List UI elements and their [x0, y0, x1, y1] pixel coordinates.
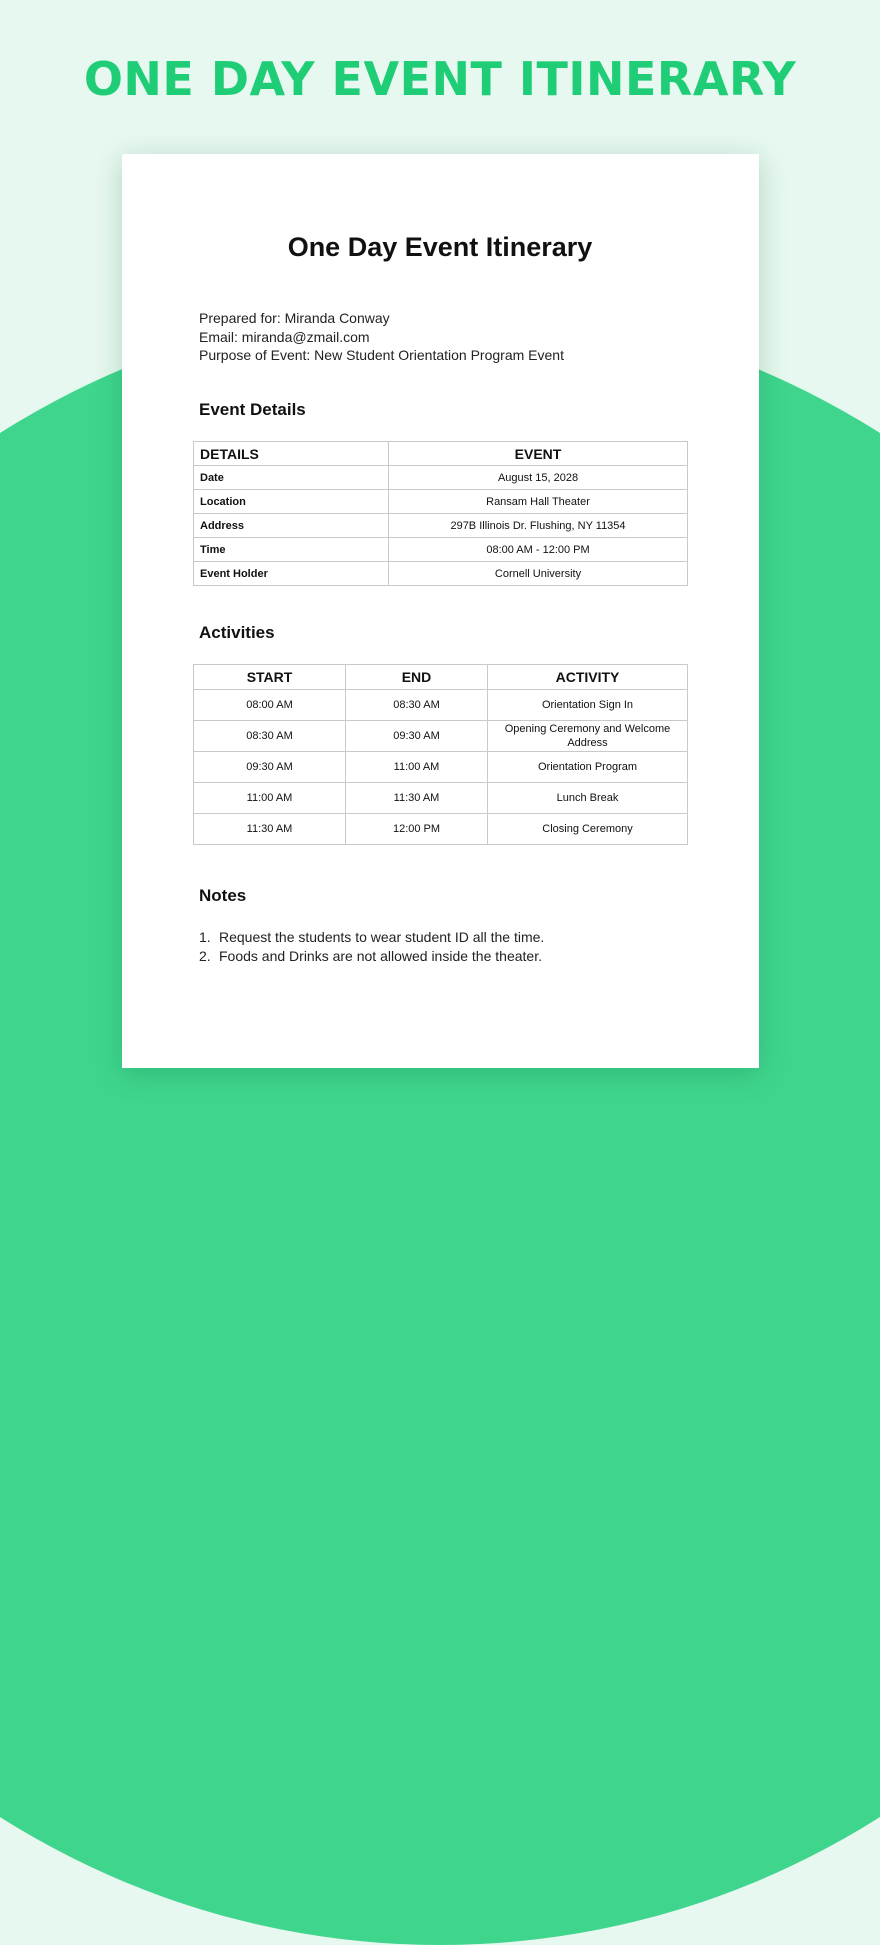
activity-name: Orientation Sign In	[488, 690, 688, 721]
activities-heading: Activities	[199, 623, 275, 642]
end-time: 11:00 AM	[346, 752, 488, 783]
column-header-end: END	[346, 665, 488, 690]
activity-name: Opening Ceremony and Welcome Address	[488, 721, 688, 752]
list-item	[199, 947, 544, 966]
detail-label: Date	[194, 466, 389, 490]
table-row	[194, 490, 688, 514]
table-row	[194, 538, 688, 562]
column-header-start: START	[194, 665, 346, 690]
prepared-for: Prepared for: Miranda Conway	[199, 310, 390, 326]
note-text: Request the students to wear student ID all the time.	[219, 929, 545, 945]
detail-value: Cornell University	[389, 562, 688, 586]
document-title: One Day Event Itinerary	[287, 232, 593, 262]
purpose-of-event: Purpose of Event: New Student Orientation Program Event	[199, 347, 564, 363]
detail-value: Ransam Hall Theater	[389, 490, 688, 514]
event-details-heading: Event Details	[199, 400, 306, 419]
activities-table	[193, 664, 688, 845]
detail-label: Time	[194, 538, 389, 562]
table-row	[194, 783, 688, 814]
banner-title: ONE DAY EVENT ITINERARY	[83, 52, 797, 106]
detail-label: Location	[194, 490, 389, 514]
table-header-row	[194, 665, 688, 690]
start-time: 09:30 AM	[194, 752, 346, 783]
list-number: 2.	[199, 947, 211, 964]
table-row	[194, 690, 688, 721]
notes-heading: Notes	[199, 886, 247, 905]
table-row	[194, 562, 688, 586]
event-details-table	[193, 441, 688, 586]
start-time: 11:30 AM	[194, 814, 346, 845]
column-header-activity: ACTIVITY	[488, 665, 688, 690]
table-row	[194, 721, 688, 752]
detail-label: Event Holder	[194, 562, 389, 586]
start-time: 11:00 AM	[194, 783, 346, 814]
table-row	[194, 814, 688, 845]
end-time: 11:30 AM	[346, 783, 488, 814]
note-text: Foods and Drinks are not allowed inside the theater.	[219, 947, 542, 964]
list-number: 1.	[199, 929, 211, 945]
column-header-details: DETAILS	[194, 442, 389, 466]
end-time: 08:30 AM	[346, 690, 488, 721]
notes-list	[199, 928, 544, 965]
activity-name: Lunch Break	[488, 783, 688, 814]
detail-label: Address	[194, 514, 389, 538]
column-header-event: EVENT	[389, 442, 688, 466]
table-row	[194, 466, 688, 490]
end-time: 12:00 PM	[346, 814, 488, 845]
document-meta	[199, 309, 564, 365]
list-item	[199, 928, 544, 947]
table-row	[194, 514, 688, 538]
detail-value: August 15, 2028	[389, 466, 688, 490]
activity-name: Orientation Program	[488, 752, 688, 783]
end-time: 09:30 AM	[346, 721, 488, 752]
table-row	[194, 752, 688, 783]
start-time: 08:30 AM	[194, 721, 346, 752]
detail-value: 08:00 AM - 12:00 PM	[389, 538, 688, 562]
email: Email: miranda@zmail.com	[199, 328, 370, 345]
table-header-row	[194, 442, 688, 466]
start-time: 08:00 AM	[194, 690, 346, 721]
detail-value: 297B Illinois Dr. Flushing, NY 11354	[389, 514, 688, 538]
activity-name: Closing Ceremony	[488, 814, 688, 845]
